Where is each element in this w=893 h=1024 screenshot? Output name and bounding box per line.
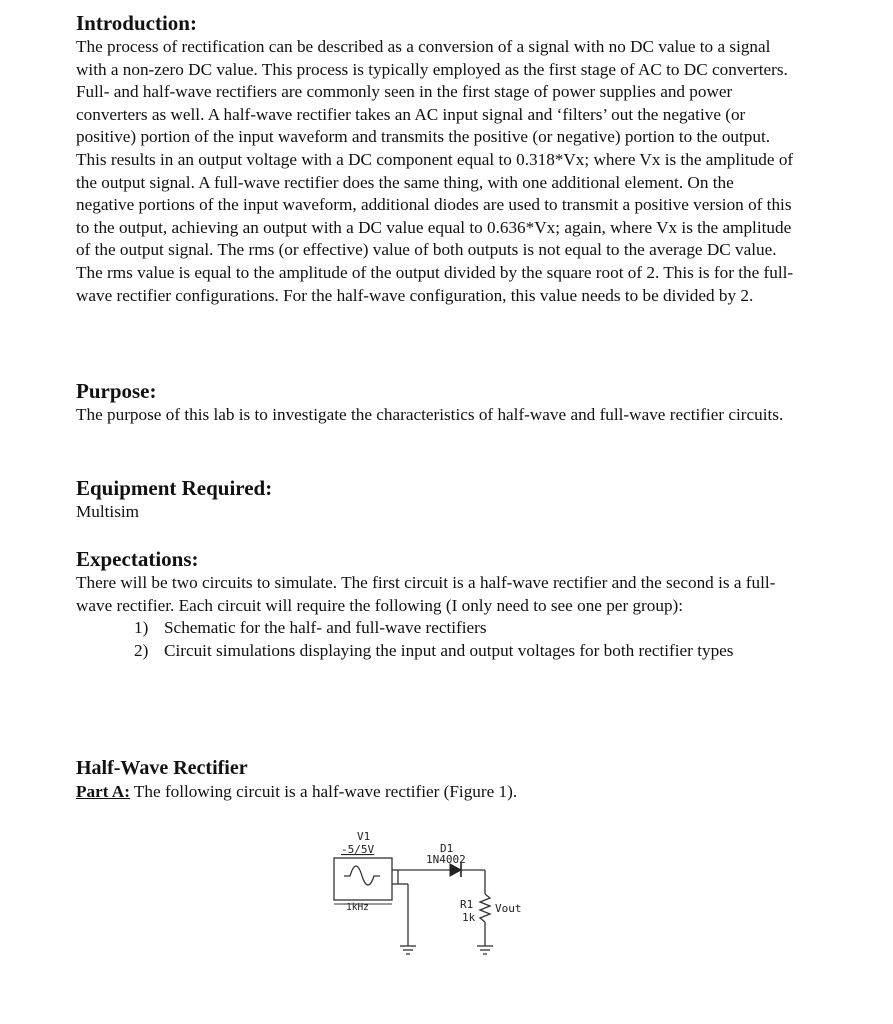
equipment-section xyxy=(76,475,272,524)
diode-name-label: D1 xyxy=(440,842,454,855)
resistor-name-label: R1 xyxy=(460,898,474,911)
half-wave-rectifier-schematic xyxy=(330,828,550,968)
list-item-text: Schematic for the half- and full-wave rectifiers xyxy=(164,618,487,638)
expectations-heading: Expectations: xyxy=(76,547,199,571)
part-a-label: Part A: xyxy=(76,782,130,801)
purpose-heading: Purpose: xyxy=(76,379,157,403)
part-a-line xyxy=(76,781,517,804)
equipment-body: Multisim xyxy=(76,502,140,521)
introduction-heading: Introduction: xyxy=(76,11,197,35)
list-item-number: 1) xyxy=(134,618,149,638)
list-item xyxy=(76,617,796,640)
half-wave-heading: Half-Wave Rectifier xyxy=(76,757,248,779)
purpose-body: The purpose of this lab is to investigate the characteristics of half-wave and full-wave rectifier circuits. xyxy=(76,405,784,424)
list-item-text: Circuit simulations displaying the input and output voltages for both rectifier types xyxy=(164,640,734,660)
introduction-section xyxy=(76,10,796,307)
resistor-value-label: 1k xyxy=(462,911,476,924)
list-item xyxy=(76,640,796,663)
list-item-number: 2) xyxy=(134,640,149,660)
source-name-label: V1 xyxy=(357,830,371,843)
half-wave-section xyxy=(76,755,517,804)
part-a-text: The following circuit is a half-wave rectifier (Figure 1). xyxy=(129,782,518,801)
expectations-body: There will be two circuits to simulate. The first circuit is a half-wave rectifier and the second is a full-wave rectifier. Each circuit will require the following (I only need to see one per group): xyxy=(76,573,776,615)
introduction-body: The process of rectification can be described as a conversion of a signal with no DC value to a signal with a non-zero DC value. This process is typically employed as the first stage of AC to DC converters. Full- and half-wave rectifiers are commonly seen in the first stage of power supplies and power converters as well. A half-wave rectifier takes an AC input signal and ‘filters’ out the negative (or positive) portion of the input waveform and transmits the positive (or negative) portion to the output. This results in an output voltage with a DC component equal to 0.318*Vx; where Vx is the amplitude of the output signal. A full-wave rectifier does the same thing, with one additional element. On the negative portions of the input waveform, additional diodes are used to transmit a positive version of this to the output, achieving an output with a DC value equal to 0.636*Vx; again, where Vx is the amplitude of the output signal. The rms (or effective) value of both outputs is not equal to the average DC value. The rms value is equal to the amplitude of the output divided by the square root of 2. This is for the full-wave rectifier configurations. For the half-wave configuration, this value needs to be divided by 2. xyxy=(76,37,794,305)
source-value-label: -5/5V xyxy=(341,843,375,856)
purpose-section xyxy=(76,378,783,427)
expectations-section xyxy=(76,546,796,662)
output-voltage-label: Vout xyxy=(495,902,522,915)
source-frequency-label: 1kHz xyxy=(346,902,369,913)
resistor-icon xyxy=(480,894,490,922)
diode-part-label: 1N4002 xyxy=(426,853,466,866)
equipment-heading: Equipment Required: xyxy=(76,476,273,500)
expectations-list xyxy=(76,617,796,662)
sine-wave-icon xyxy=(344,866,380,885)
